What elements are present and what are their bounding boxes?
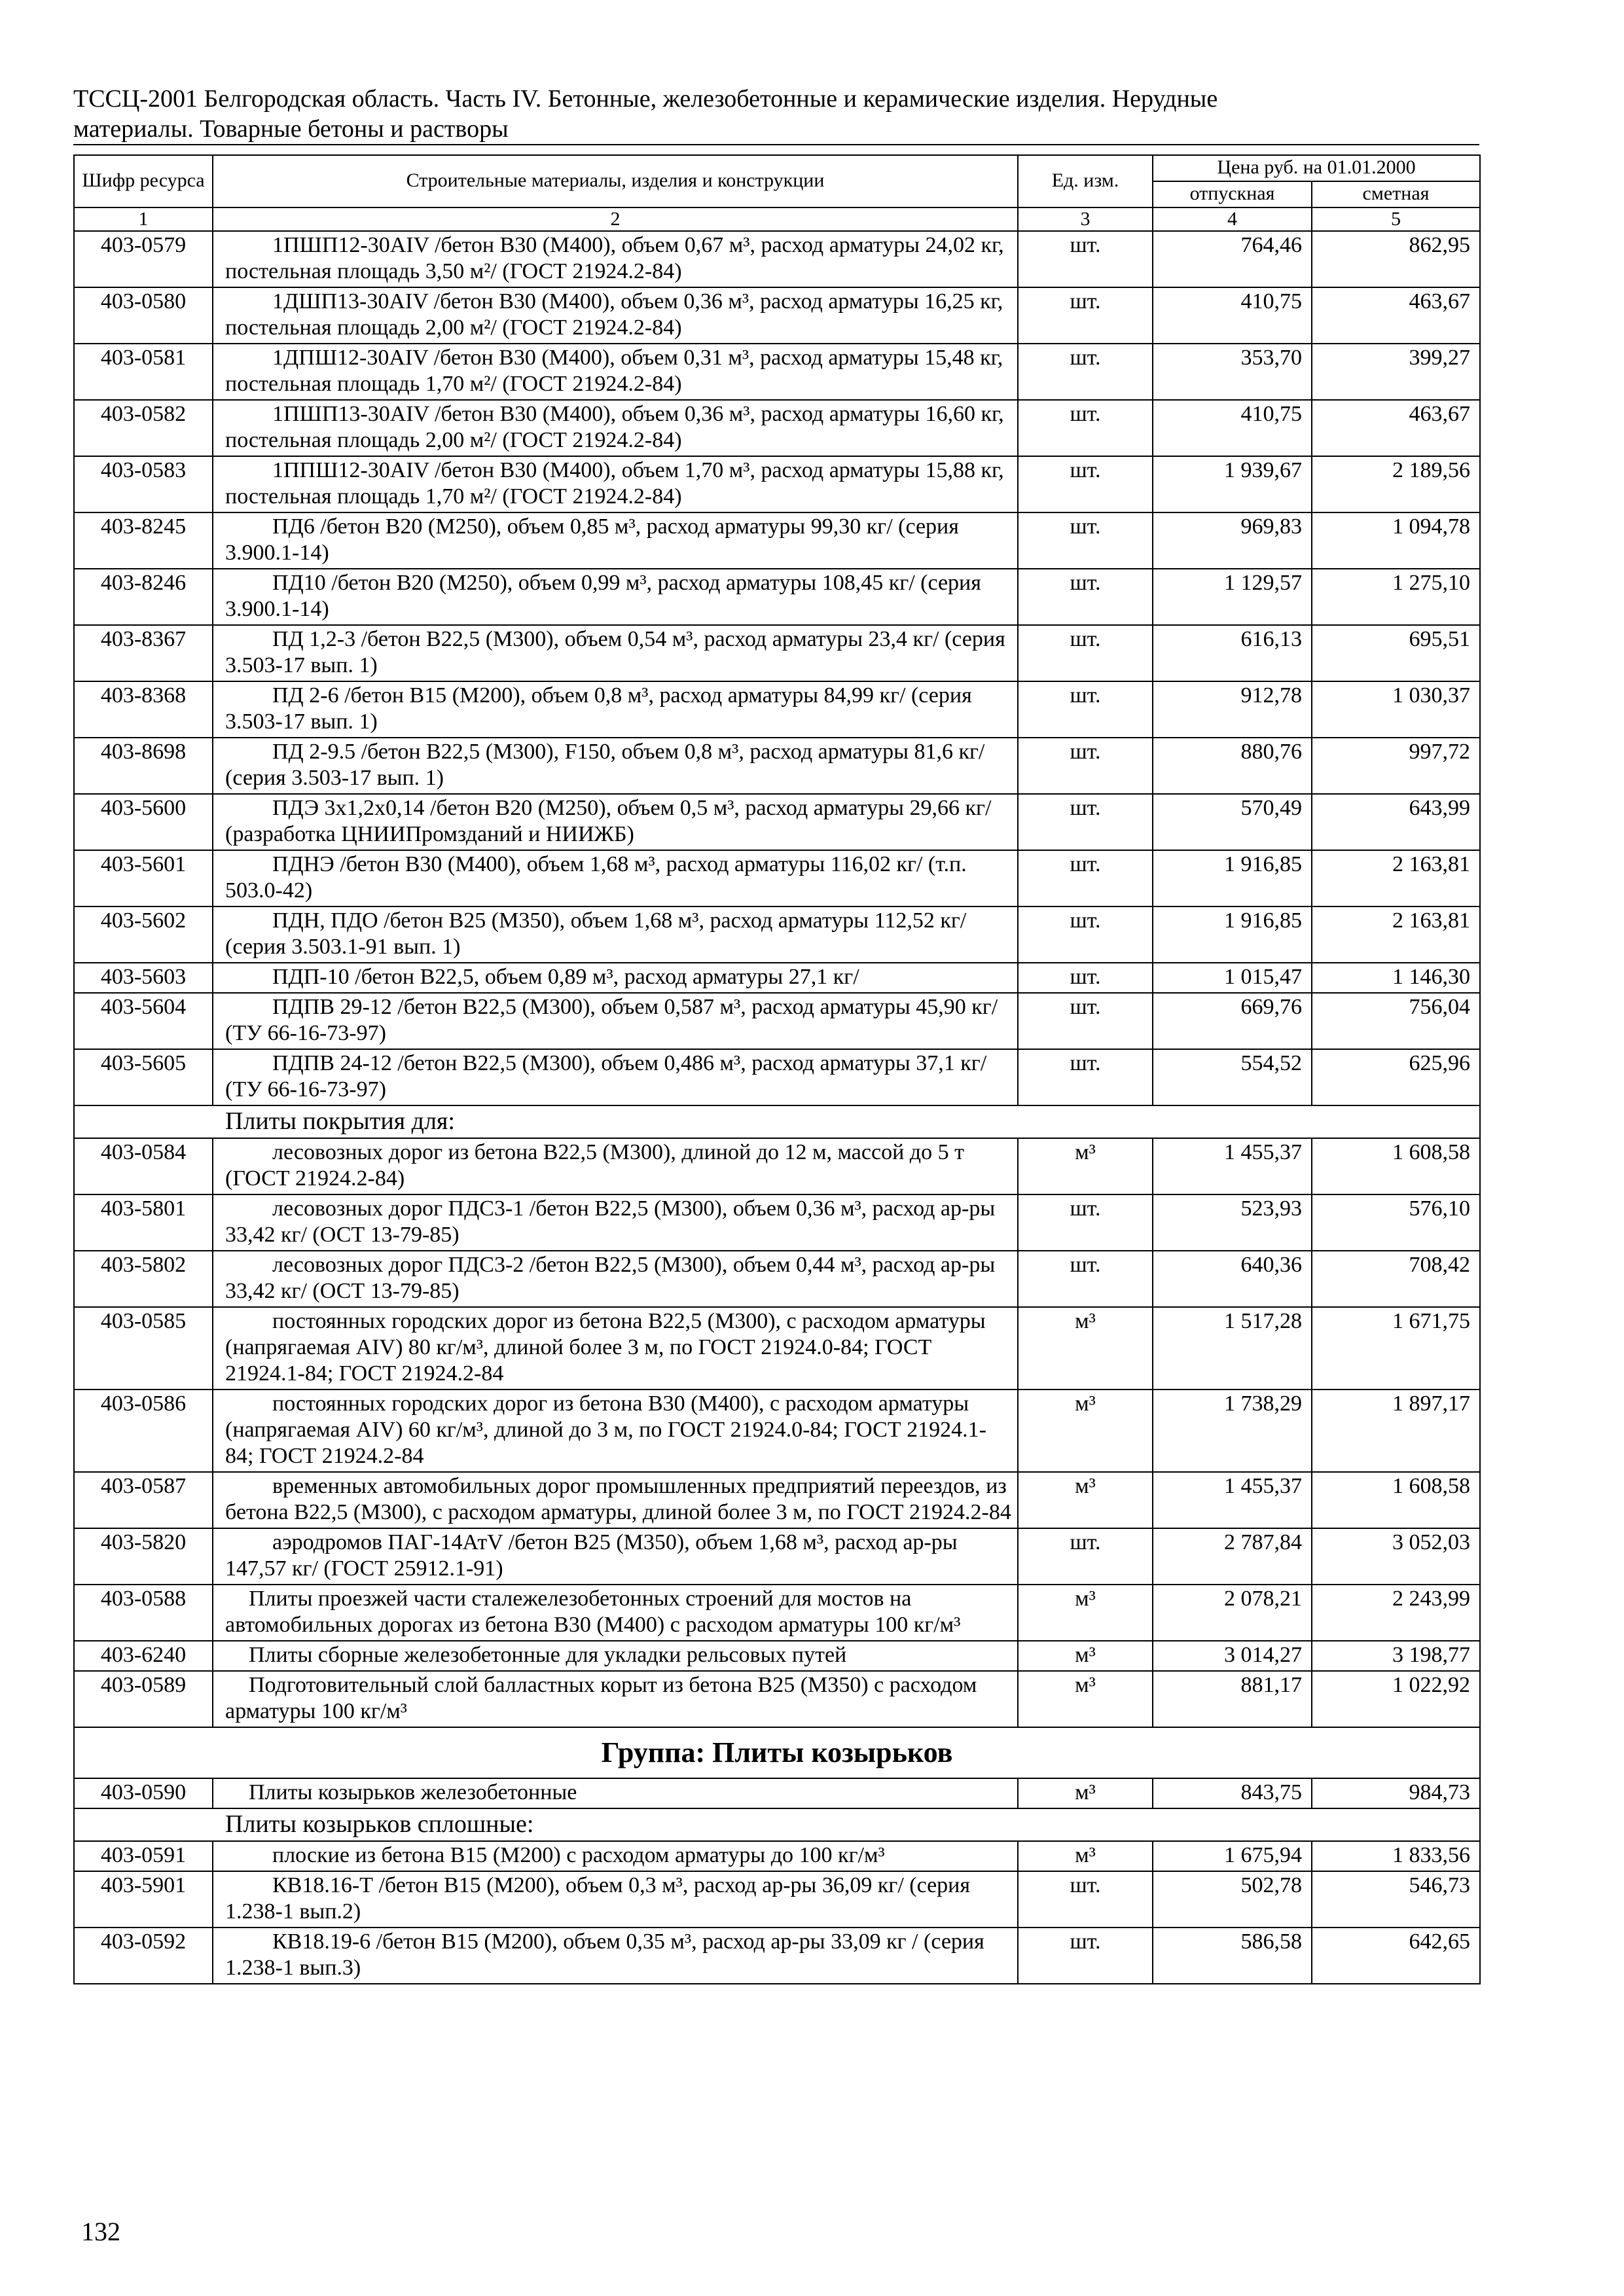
estimate-price: 1 897,17 bbox=[1312, 1390, 1480, 1472]
resource-code: 403-5602 bbox=[74, 906, 213, 963]
estimate-price: 1 275,10 bbox=[1312, 569, 1480, 625]
release-price: 881,17 bbox=[1153, 1671, 1312, 1727]
table-row bbox=[74, 1251, 1480, 1307]
release-price: 1 517,28 bbox=[1153, 1307, 1312, 1390]
release-price: 1 455,37 bbox=[1153, 1138, 1312, 1194]
resource-code: 403-0590 bbox=[74, 1778, 213, 1808]
material-name: КВ18.19-6 /бетон В15 (М200), объем 0,35 м³, расход ар-ры 33,09 кг / (серия 1.238-1 вып.3) bbox=[213, 1928, 1018, 1984]
header-line-2: материалы. Товарные бетоны и растворы bbox=[73, 114, 1479, 145]
material-name: 1ПШП12-30AIV /бетон В30 (М400), объем 0,67 м³, расход арматуры 24,02 кг, постельная площадь 3,50 м²/ (ГОСТ 21924.2-84) bbox=[213, 231, 1018, 287]
material-name: ПДН, ПДО /бетон В25 (М350), объем 1,68 м³, расход арматуры 112,52 кг/ (серия 3.503.1-91 вып. 1) bbox=[213, 906, 1018, 963]
table-row bbox=[74, 1472, 1480, 1528]
table-row bbox=[74, 1641, 1480, 1671]
col-header-price: Цена руб. на 01.01.2000 bbox=[1153, 155, 1480, 181]
price-table bbox=[73, 154, 1481, 1984]
material-name: 1ПШП13-30AIV /бетон В30 (М400), объем 0,36 м³, расход арматуры 16,60 кг, постельная площадь 2,00 м²/ (ГОСТ 21924.2-84) bbox=[213, 400, 1018, 456]
col-header-code: Шифр ресурса bbox=[74, 155, 213, 207]
unit-cell: м³ bbox=[1018, 1585, 1153, 1641]
table-row bbox=[74, 1390, 1480, 1472]
release-price: 669,76 bbox=[1153, 993, 1312, 1049]
table-row bbox=[74, 1528, 1480, 1585]
unit-cell: шт. bbox=[1018, 963, 1153, 993]
estimate-price: 1 022,92 bbox=[1312, 1671, 1480, 1727]
release-price: 1 916,85 bbox=[1153, 850, 1312, 906]
estimate-price: 642,65 bbox=[1312, 1928, 1480, 1984]
material-name: лесовозных дорог ПДС3-1 /бетон В22,5 (М300), объем 0,36 м³, расход ар-ры 33,42 кг/ (ОСТ 13-79-85) bbox=[213, 1194, 1018, 1251]
release-price: 1 738,29 bbox=[1153, 1390, 1312, 1472]
unit-cell: м³ bbox=[1018, 1472, 1153, 1528]
unit-cell: м³ bbox=[1018, 1390, 1153, 1472]
section-heading-label: Плиты покрытия для: bbox=[74, 1105, 1480, 1138]
unit-cell: шт. bbox=[1018, 512, 1153, 569]
resource-code: 403-0581 bbox=[74, 344, 213, 400]
unit-cell: шт. bbox=[1018, 850, 1153, 906]
resource-code: 403-5802 bbox=[74, 1251, 213, 1307]
material-name: ПД 2-6 /бетон В15 (М200), объем 0,8 м³, расход арматуры 84,99 кг/ (серия 3.503-17 вып. 1) bbox=[213, 681, 1018, 738]
release-price: 353,70 bbox=[1153, 344, 1312, 400]
estimate-price: 1 030,37 bbox=[1312, 681, 1480, 738]
unit-cell: шт. bbox=[1018, 1194, 1153, 1251]
estimate-price: 862,95 bbox=[1312, 231, 1480, 287]
release-price: 586,58 bbox=[1153, 1928, 1312, 1984]
estimate-price: 984,73 bbox=[1312, 1778, 1480, 1808]
estimate-price: 625,96 bbox=[1312, 1049, 1480, 1105]
table-row bbox=[74, 794, 1480, 850]
material-name: Плиты проезжей части сталежелезобетонных строений для мостов на автомобильных дорогах из бетона В30 (М400) с расходом арматуры 100 кг/м³ bbox=[213, 1585, 1018, 1641]
col-header-unit: Ед. изм. bbox=[1018, 155, 1153, 207]
resource-code: 403-0588 bbox=[74, 1585, 213, 1641]
estimate-price: 2 163,81 bbox=[1312, 906, 1480, 963]
material-name: ПД 1,2-3 /бетон В22,5 (М300), объем 0,54 м³, расход арматуры 23,4 кг/ (серия 3.503-17 вып. 1) bbox=[213, 625, 1018, 681]
unit-cell: м³ bbox=[1018, 1641, 1153, 1671]
material-name: Плиты сборные железобетонные для укладки рельсовых путей bbox=[213, 1641, 1018, 1671]
estimate-price: 1 146,30 bbox=[1312, 963, 1480, 993]
estimate-price: 463,67 bbox=[1312, 400, 1480, 456]
resource-code: 403-8245 bbox=[74, 512, 213, 569]
material-name: постоянных городских дорог из бетона В22,5 (М300), с расходом арматуры (напрягаемая AIV) 80 кг/м³, длиной более 3 м, по ГОСТ 21924.0-84; ГОСТ 21924.1-84; ГОСТ 21924.2-84 bbox=[213, 1307, 1018, 1390]
unit-cell: м³ bbox=[1018, 1307, 1153, 1390]
release-price: 554,52 bbox=[1153, 1049, 1312, 1105]
release-price: 410,75 bbox=[1153, 400, 1312, 456]
table-row bbox=[74, 681, 1480, 738]
resource-code: 403-8368 bbox=[74, 681, 213, 738]
table-row bbox=[74, 231, 1480, 287]
table-row bbox=[74, 906, 1480, 963]
resource-code: 403-0584 bbox=[74, 1138, 213, 1194]
table-row bbox=[74, 625, 1480, 681]
estimate-price: 399,27 bbox=[1312, 344, 1480, 400]
group-heading bbox=[74, 1727, 1480, 1778]
col-header-name: Строительные материалы, изделия и конструкции bbox=[213, 155, 1018, 207]
release-price: 912,78 bbox=[1153, 681, 1312, 738]
estimate-price: 546,73 bbox=[1312, 1871, 1480, 1928]
estimate-price: 576,10 bbox=[1312, 1194, 1480, 1251]
release-price: 616,13 bbox=[1153, 625, 1312, 681]
estimate-price: 708,42 bbox=[1312, 1251, 1480, 1307]
release-price: 1 939,67 bbox=[1153, 456, 1312, 512]
resource-code: 403-0586 bbox=[74, 1390, 213, 1472]
section-heading bbox=[74, 1808, 1480, 1841]
resource-code: 403-8246 bbox=[74, 569, 213, 625]
material-name: ПДПВ 24-12 /бетон В22,5 (М300), объем 0,486 м³, расход арматуры 37,1 кг/ (ТУ 66-16-73-97) bbox=[213, 1049, 1018, 1105]
col-header-price-estimate: сметная bbox=[1312, 181, 1480, 207]
unit-cell: м³ bbox=[1018, 1671, 1153, 1727]
material-name: ПД6 /бетон В20 (М250), объем 0,85 м³, расход арматуры 99,30 кг/ (серия 3.900.1-14) bbox=[213, 512, 1018, 569]
release-price: 523,93 bbox=[1153, 1194, 1312, 1251]
unit-cell: шт. bbox=[1018, 1528, 1153, 1585]
release-price: 1 675,94 bbox=[1153, 1841, 1312, 1871]
table-header-row bbox=[74, 155, 1480, 181]
unit-cell: шт. bbox=[1018, 344, 1153, 400]
page-header bbox=[73, 84, 1479, 145]
material-name: ПДПВ 29-12 /бетон В22,5 (М300), объем 0,587 м³, расход арматуры 45,90 кг/ (ТУ 66-16-73-97) bbox=[213, 993, 1018, 1049]
material-name: ПДЭ 3х1,2х0,14 /бетон В20 (М250), объем 0,5 м³, расход арматуры 29,66 кг/ (разработка ЦНИИПромзданий и НИИЖБ) bbox=[213, 794, 1018, 850]
col-number: 4 bbox=[1153, 207, 1312, 231]
material-name: ПД 2-9.5 /бетон В22,5 (М300), F150, объем 0,8 м³, расход арматуры 81,6 кг/ (серия 3.503-17 вып. 1) bbox=[213, 738, 1018, 794]
header-line-1: ТССЦ-2001 Белгородская область. Часть IV. Бетонные, железобетонные и керамические изделия. Нерудные bbox=[73, 85, 1218, 113]
unit-cell: шт. bbox=[1018, 1049, 1153, 1105]
release-price: 1 916,85 bbox=[1153, 906, 1312, 963]
unit-cell: шт. bbox=[1018, 231, 1153, 287]
table-row bbox=[74, 344, 1480, 400]
table-row bbox=[74, 993, 1480, 1049]
table-row bbox=[74, 1841, 1480, 1871]
resource-code: 403-5600 bbox=[74, 794, 213, 850]
resource-code: 403-0587 bbox=[74, 1472, 213, 1528]
resource-code: 403-5601 bbox=[74, 850, 213, 906]
unit-cell: шт. bbox=[1018, 738, 1153, 794]
estimate-price: 756,04 bbox=[1312, 993, 1480, 1049]
material-name: Плиты козырьков железобетонные bbox=[213, 1778, 1018, 1808]
table-row bbox=[74, 1928, 1480, 1984]
unit-cell: шт. bbox=[1018, 906, 1153, 963]
estimate-price: 643,99 bbox=[1312, 794, 1480, 850]
col-number: 2 bbox=[213, 207, 1018, 231]
estimate-price: 1 094,78 bbox=[1312, 512, 1480, 569]
resource-code: 403-0589 bbox=[74, 1671, 213, 1727]
material-name: постоянных городских дорог из бетона В30 (М400), с расходом арматуры (напрягаемая AIV) 60 кг/м³, длиной до 3 м, по ГОСТ 21924.0-84; ГОСТ 21924.1-84; ГОСТ 21924.2-84 bbox=[213, 1390, 1018, 1472]
material-name: 1ППШ12-30AIV /бетон В30 (М400), объем 1,70 м³, расход арматуры 15,88 кг, постельная площадь 1,70 м²/ (ГОСТ 21924.2-84) bbox=[213, 456, 1018, 512]
material-name: 1ДПШ12-30AIV /бетон В30 (М400), объем 0,31 м³, расход арматуры 15,48 кг, постельная площадь 1,70 м²/ (ГОСТ 21924.2-84) bbox=[213, 344, 1018, 400]
table-row bbox=[74, 1871, 1480, 1928]
unit-cell: шт. bbox=[1018, 287, 1153, 344]
material-name: ПДНЭ /бетон В30 (М400), объем 1,68 м³, расход арматуры 116,02 кг/ (т.п. 503.0-42) bbox=[213, 850, 1018, 906]
resource-code: 403-5820 bbox=[74, 1528, 213, 1585]
resource-code: 403-5801 bbox=[74, 1194, 213, 1251]
material-name: ПД10 /бетон В20 (М250), объем 0,99 м³, расход арматуры 108,45 кг/ (серия 3.900.1-14) bbox=[213, 569, 1018, 625]
release-price: 410,75 bbox=[1153, 287, 1312, 344]
resource-code: 403-6240 bbox=[74, 1641, 213, 1671]
resource-code: 403-5605 bbox=[74, 1049, 213, 1105]
resource-code: 403-8367 bbox=[74, 625, 213, 681]
resource-code: 403-0585 bbox=[74, 1307, 213, 1390]
resource-code: 403-0582 bbox=[74, 400, 213, 456]
resource-code: 403-0583 bbox=[74, 456, 213, 512]
material-name: лесовозных дорог из бетона В22,5 (М300), длиной до 12 м, массой до 5 т (ГОСТ 21924.2-84) bbox=[213, 1138, 1018, 1194]
table-row bbox=[74, 1778, 1480, 1808]
resource-code: 403-8698 bbox=[74, 738, 213, 794]
estimate-price: 1 671,75 bbox=[1312, 1307, 1480, 1390]
material-name: 1ДШП13-30AIV /бетон В30 (М400), объем 0,36 м³, расход арматуры 16,25 кг, постельная площадь 2,00 м²/ (ГОСТ 21924.2-84) bbox=[213, 287, 1018, 344]
page-number: 132 bbox=[81, 2217, 120, 2246]
material-name: ПДП-10 /бетон В22,5, объем 0,89 м³, расход арматуры 27,1 кг/ bbox=[213, 963, 1018, 993]
release-price: 880,76 bbox=[1153, 738, 1312, 794]
table-row bbox=[74, 963, 1480, 993]
estimate-price: 2 243,99 bbox=[1312, 1585, 1480, 1641]
estimate-price: 695,51 bbox=[1312, 625, 1480, 681]
release-price: 570,49 bbox=[1153, 794, 1312, 850]
unit-cell: м³ bbox=[1018, 1841, 1153, 1871]
release-price: 1 015,47 bbox=[1153, 963, 1312, 993]
release-price: 1 129,57 bbox=[1153, 569, 1312, 625]
unit-cell: шт. bbox=[1018, 625, 1153, 681]
material-name: плоские из бетона В15 (М200) с расходом арматуры до 100 кг/м³ bbox=[213, 1841, 1018, 1871]
table-row bbox=[74, 1138, 1480, 1194]
material-name: Подготовительный слой балластных корыт из бетона В25 (М350) с расходом арматуры 100 кг/м³ bbox=[213, 1671, 1018, 1727]
estimate-price: 463,67 bbox=[1312, 287, 1480, 344]
table-row bbox=[74, 400, 1480, 456]
table-row bbox=[74, 456, 1480, 512]
unit-cell: шт. bbox=[1018, 794, 1153, 850]
unit-cell: шт. bbox=[1018, 1871, 1153, 1928]
col-number: 5 bbox=[1312, 207, 1480, 231]
material-name: аэродромов ПАГ-14АтV /бетон В25 (М350), объем 1,68 м³, расход ар-ры 147,57 кг/ (ГОСТ 25912.1-91) bbox=[213, 1528, 1018, 1585]
unit-cell: шт. bbox=[1018, 569, 1153, 625]
resource-code: 403-0591 bbox=[74, 1841, 213, 1871]
release-price: 843,75 bbox=[1153, 1778, 1312, 1808]
table-row bbox=[74, 512, 1480, 569]
resource-code: 403-5603 bbox=[74, 963, 213, 993]
resource-code: 403-0592 bbox=[74, 1928, 213, 1984]
release-price: 3 014,27 bbox=[1153, 1641, 1312, 1671]
release-price: 502,78 bbox=[1153, 1871, 1312, 1928]
estimate-price: 1 608,58 bbox=[1312, 1138, 1480, 1194]
estimate-price: 3 052,03 bbox=[1312, 1528, 1480, 1585]
table-row bbox=[74, 1307, 1480, 1390]
group-heading-label: Группа: Плиты козырьков bbox=[74, 1727, 1480, 1778]
release-price: 2 078,21 bbox=[1153, 1585, 1312, 1641]
material-name: лесовозных дорог ПДС3-2 /бетон В22,5 (М300), объем 0,44 м³, расход ар-ры 33,42 кг/ (ОСТ 13-79-85) bbox=[213, 1251, 1018, 1307]
unit-cell: шт. bbox=[1018, 993, 1153, 1049]
unit-cell: м³ bbox=[1018, 1778, 1153, 1808]
unit-cell: шт. bbox=[1018, 1251, 1153, 1307]
release-price: 640,36 bbox=[1153, 1251, 1312, 1307]
material-name: КВ18.16-Т /бетон В15 (М200), объем 0,3 м³, расход ар-ры 36,09 кг/ (серия 1.238-1 вып.2) bbox=[213, 1871, 1018, 1928]
release-price: 969,83 bbox=[1153, 512, 1312, 569]
unit-cell: шт. bbox=[1018, 681, 1153, 738]
table-row bbox=[74, 569, 1480, 625]
estimate-price: 997,72 bbox=[1312, 738, 1480, 794]
table-row bbox=[74, 287, 1480, 344]
table-row bbox=[74, 1671, 1480, 1727]
release-price: 2 787,84 bbox=[1153, 1528, 1312, 1585]
estimate-price: 1 608,58 bbox=[1312, 1472, 1480, 1528]
resource-code: 403-5604 bbox=[74, 993, 213, 1049]
column-numbers-row bbox=[74, 207, 1480, 231]
release-price: 1 455,37 bbox=[1153, 1472, 1312, 1528]
estimate-price: 1 833,56 bbox=[1312, 1841, 1480, 1871]
release-price: 764,46 bbox=[1153, 231, 1312, 287]
table-row bbox=[74, 850, 1480, 906]
material-name: временных автомобильных дорог промышленных предприятий переездов, из бетона В22,5 (М300), с расходом арматуры, длиной более 3 м, по ГОСТ 21924.2-84 bbox=[213, 1472, 1018, 1528]
section-heading bbox=[74, 1105, 1480, 1138]
col-number: 3 bbox=[1018, 207, 1153, 231]
table-row bbox=[74, 1585, 1480, 1641]
resource-code: 403-5901 bbox=[74, 1871, 213, 1928]
table-row bbox=[74, 1049, 1480, 1105]
unit-cell: шт. bbox=[1018, 456, 1153, 512]
resource-code: 403-0579 bbox=[74, 231, 213, 287]
resource-code: 403-0580 bbox=[74, 287, 213, 344]
estimate-price: 3 198,77 bbox=[1312, 1641, 1480, 1671]
estimate-price: 2 163,81 bbox=[1312, 850, 1480, 906]
table-row bbox=[74, 738, 1480, 794]
estimate-price: 2 189,56 bbox=[1312, 456, 1480, 512]
table-row bbox=[74, 1194, 1480, 1251]
col-header-price-release: отпускная bbox=[1153, 181, 1312, 207]
col-number: 1 bbox=[74, 207, 213, 231]
section-heading-label: Плиты козырьков сплошные: bbox=[74, 1808, 1480, 1841]
unit-cell: шт. bbox=[1018, 1928, 1153, 1984]
unit-cell: м³ bbox=[1018, 1138, 1153, 1194]
unit-cell: шт. bbox=[1018, 400, 1153, 456]
